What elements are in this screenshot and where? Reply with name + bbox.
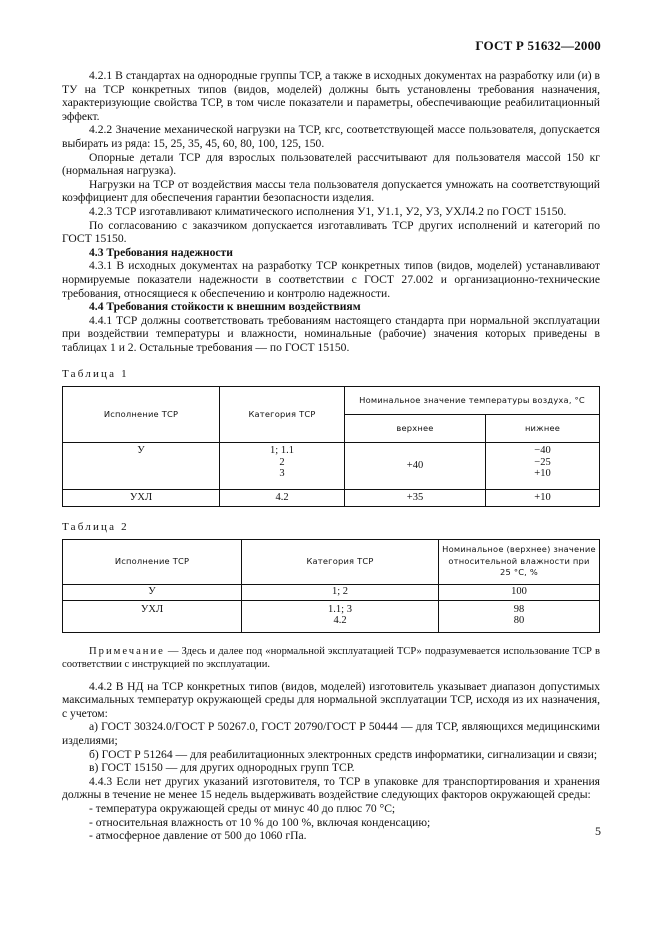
table-2-cell-category — [242, 600, 439, 632]
note-label: Примечание — [89, 645, 165, 657]
document-body — [62, 69, 600, 843]
table-2-cell-exec: У — [63, 584, 242, 600]
paragraph-4-4-2: 4.4.2 В НД на ТСР конкретных типов (видов, моделей) изготовитель указывает диапазон допустимых максимальных температур окружающей среды для нормальной эксплуатации ТСР, исходя из их назначения, с учетом: — [62, 679, 600, 720]
paragraph-4-4-1: 4.4.1 ТСР должны соответствовать требованиям настоящего стандарта при нормальной эксплуатации при воздействии температуры и влажности, номинальные (рабочие) значения которых приведены в таблицах 1 и 2. Остальные требования — по ГОСТ 15150. — [62, 313, 600, 354]
table-1-header-temperature: Номинальное значение температуры воздуха, °С — [345, 387, 600, 414]
table-1-cell-upper: +35 — [345, 490, 486, 507]
table-2 — [62, 539, 600, 633]
paragraph-4-2-2: 4.2.2 Значение механической нагрузки на ТСР, кгс, соответствующей массе пользователя, допускается выбирать из ряда: 15, 25, 35, 45, 60, 80, 100, 125, 150. — [62, 123, 600, 150]
list-item-v: в) ГОСТ 15150 — для других однородных групп ТСР. — [89, 761, 355, 775]
table-2-cell-category: 1; 2 — [242, 584, 439, 600]
table-1-header-exec: Исполнение ТСР — [63, 387, 220, 443]
table-1-cell-upper: +40 — [345, 443, 486, 490]
list-item-a: а) ГОСТ 30324.0/ГОСТ Р 50267.0, ГОСТ 20790/ГОСТ Р 50444 — для ТСР, являющихся медицинскими изделиями; — [62, 720, 600, 748]
table-1 — [62, 386, 600, 507]
paragraph-4-3-1: 4.3.1 В исходных документах на разработку ТСР конкретных типов (видов, моделей) устанавливают нормируемые показатели надежности в соответствии с ГОСТ 27.002 и организационно-технические требования, относящиеся к обеспечению и контролю надежности. — [62, 259, 600, 300]
table-row — [63, 443, 600, 490]
table-row — [63, 490, 600, 507]
table-note — [62, 645, 600, 671]
table-2-header-exec: Исполнение ТСР — [63, 539, 242, 584]
paragraph-support-parts: Опорные детали ТСР для взрослых пользователей рассчитывают для пользователя массой 150 кг (нормальная нагрузка). — [62, 150, 600, 178]
list-item-b: б) ГОСТ Р 51264 — для реабилитационных электронных средств информатики, сигнализации и связи; — [89, 747, 598, 761]
table-1-cell-exec: У — [63, 443, 220, 490]
table-2-cell-humidity: 100 — [439, 584, 600, 600]
table-1-lower-line: +10 — [534, 468, 551, 480]
paragraph-4-2-3: 4.2.3 ТСР изготавливают климатического исполнения У1, У1.1, У2, У3, УХЛ4.2 по ГОСТ 15150. — [89, 204, 567, 218]
table-1-category-line: 2 — [279, 456, 285, 468]
table-1-header-lower: нижнее — [486, 414, 600, 443]
table-2-category-line: 1.1; 3 — [328, 603, 352, 615]
table-1-category-line: 1; 1.1 — [270, 445, 294, 457]
document-header: ГОСТ Р 51632—2000 — [475, 38, 601, 53]
table-2-humidity-line: 98 — [513, 603, 525, 615]
table-2-cell-humidity — [439, 600, 600, 632]
note-text: — Здесь и далее под «нормальной эксплуатацией ТСР» подразумевается использование ТСР в соответствии с инструкцией по эксплуатации. — [62, 645, 600, 670]
table-1-lower-line: −25 — [534, 456, 551, 468]
table-1-header-category: Категория ТСР — [220, 387, 345, 443]
paragraph-load-coefficient: Нагрузки на ТСР от воздействия массы тела пользователя допускается умножать на соответствующий коэффициент для обеспечения гарантии безопасности изделия. — [62, 177, 600, 205]
table-2-cell-exec: УХЛ — [63, 600, 242, 632]
page-number: 5 — [595, 824, 601, 838]
paragraph-4-2-1: 4.2.1 В стандартах на однородные группы ТСР, а также в исходных документах на разработку или (и) в ТУ на ТСР конкретных типов (видов, моделей) должны быть установлены требования назначения, характеризующие свойства ТСР, в том числе показатели и параметры, обеспечивающие реабилитационный эффект. — [62, 69, 600, 123]
section-heading-4-4: 4.4 Требования стойкости к внешним воздействиям — [89, 300, 361, 314]
table-2-header-category: Категория ТСР — [242, 539, 439, 584]
table-row — [63, 600, 600, 632]
table-row — [63, 584, 600, 600]
table-1-cell-exec: УХЛ — [63, 490, 220, 507]
table-2-humidity-line: 80 — [513, 615, 525, 627]
table-1-cell-lower: +10 — [486, 490, 600, 507]
table-1-lower-line: −40 — [534, 445, 551, 457]
table-1-cell-category — [220, 443, 345, 490]
list-item-temperature: - температура окружающей среды от минус 40 до плюс 70 °С; — [89, 802, 396, 815]
section-heading-4-3: 4.3 Требования надежности — [89, 245, 233, 259]
table-1-header-upper: верхнее — [345, 414, 486, 443]
paragraph-customer-agreement: По согласованию с заказчиком допускается изготавливать ТСР других исполнений и категорий по ГОСТ 15150. — [62, 218, 600, 246]
table-2-category-line: 4.2 — [333, 615, 347, 627]
table-2-header-humidity: Номинальное (верхнее) значение относительной влажности при 25 °С, % — [439, 539, 600, 584]
table-1-cell-lower — [486, 443, 600, 490]
table-1-category-line: 3 — [279, 468, 285, 480]
table-1-caption: Таблица 1 — [62, 368, 129, 381]
paragraph-4-4-3: 4.4.3 Если нет других указаний изготовителя, то ТСР в упаковке для транспортирования и хранения должны в течение не менее 15 недель выдерживать воздействие следующих факторов окружающей среды: — [62, 774, 600, 802]
table-2-caption: Таблица 2 — [62, 521, 129, 534]
list-item-humidity: - относительная влажность от 10 % до 100 %, включая конденсацию; — [89, 815, 431, 829]
list-item-pressure: - атмосферное давление от 500 до 1060 гПа. — [89, 829, 307, 843]
table-1-cell-category: 4.2 — [220, 490, 345, 507]
